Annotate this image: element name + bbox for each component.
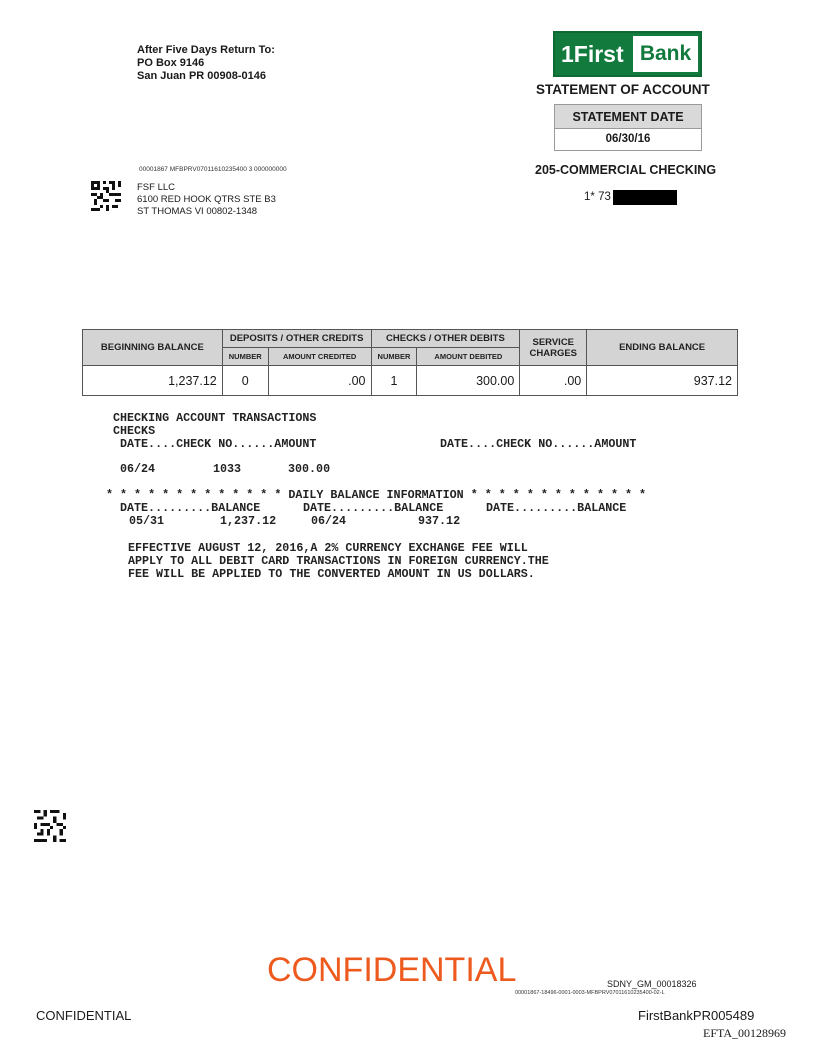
return-address bbox=[137, 44, 275, 83]
notice-line-2: APPLY TO ALL DEBIT CARD TRANSACTIONS IN FOREIGN CURRENCY.THE bbox=[128, 554, 549, 568]
header-deposits-group: DEPOSITS / OTHER CREDITS bbox=[222, 330, 371, 348]
check-amount: 300.00 bbox=[288, 462, 331, 476]
statement-date-box bbox=[554, 104, 702, 151]
daily-balance-header-3: DATE.........BALANCE bbox=[486, 501, 627, 515]
checks-number-value: 1 bbox=[371, 366, 417, 396]
header-checks-group: CHECKS / OTHER DEBITS bbox=[371, 330, 520, 348]
daily-balance-amount-2: 937.12 bbox=[418, 514, 461, 528]
firstbank-logo bbox=[553, 31, 702, 77]
mail-code: 00001867 MFBPRV07011610235400 3 000000000 bbox=[139, 166, 287, 173]
daily-balance-amount-1: 1,237.12 bbox=[220, 514, 277, 528]
header-amount-credited: AMOUNT CREDITED bbox=[268, 348, 371, 366]
notice-line-1: EFFECTIVE AUGUST 12, 2016,A 2% CURRENCY EXCHANGE FEE WILL bbox=[128, 541, 528, 555]
checks-column-header-right: DATE....CHECK NO......AMOUNT bbox=[440, 437, 637, 451]
account-number: 1* 73 bbox=[584, 191, 611, 203]
redaction-bar bbox=[613, 190, 677, 205]
return-address-line3: San Juan PR 00908-0146 bbox=[137, 70, 267, 82]
logo-text-bank: Bank bbox=[633, 36, 698, 72]
service-charges-value: .00 bbox=[520, 366, 587, 396]
daily-balance-header-1: DATE.........BALANCE bbox=[120, 501, 261, 515]
checks-subheading: CHECKS bbox=[113, 424, 156, 438]
bates-number: FirstBankPR005489 bbox=[638, 1008, 755, 1023]
confidential-stamp: CONFIDENTIAL bbox=[267, 951, 517, 989]
checks-column-header-left: DATE....CHECK NO......AMOUNT bbox=[120, 437, 317, 451]
amount-debited-value: 300.00 bbox=[417, 366, 520, 396]
statement-title: STATEMENT OF ACCOUNT bbox=[536, 82, 710, 97]
statement-date-value: 06/30/16 bbox=[605, 133, 651, 145]
customer-address-line2: ST THOMAS VI 00802-1348 bbox=[137, 206, 258, 217]
header-beginning-balance: BEGINNING BALANCE bbox=[83, 330, 223, 366]
header-deposits-number: NUMBER bbox=[222, 348, 268, 366]
customer-address bbox=[137, 182, 276, 218]
transactions-heading: CHECKING ACCOUNT TRANSACTIONS bbox=[113, 411, 317, 425]
amount-credited-value: .00 bbox=[268, 366, 371, 396]
ending-balance-value: 937.12 bbox=[587, 366, 738, 396]
sdny-id: SDNY_GM_00018326 bbox=[607, 979, 697, 989]
check-number: 1033 bbox=[213, 462, 242, 476]
header-ending-balance: ENDING BALANCE bbox=[587, 330, 738, 366]
document-code: 00001867-18496-0001-0003-MFBPRV07011610235400-02-L bbox=[515, 990, 665, 996]
customer-name: FSF LLC bbox=[137, 182, 176, 193]
customer-address-line1: 6100 RED HOOK QTRS STE B3 bbox=[137, 194, 276, 205]
deposits-number-value: 0 bbox=[222, 366, 268, 396]
beginning-balance-value: 1,237.12 bbox=[83, 366, 223, 396]
statement-date-label: STATEMENT DATE bbox=[555, 105, 701, 129]
confidential-label: CONFIDENTIAL bbox=[36, 1008, 132, 1023]
account-summary-table bbox=[82, 329, 738, 396]
daily-balance-date-2: 06/24 bbox=[311, 514, 347, 528]
logo-text-first: 1First bbox=[561, 41, 624, 67]
header-checks-number: NUMBER bbox=[371, 348, 417, 366]
account-type: 205-COMMERCIAL CHECKING bbox=[535, 163, 717, 177]
efta-id: EFTA_00128969 bbox=[703, 1026, 787, 1040]
qr-code-icon bbox=[34, 810, 66, 842]
summary-values-row bbox=[83, 366, 738, 396]
notice-line-3: FEE WILL BE APPLIED TO THE CONVERTED AMOUNT IN US DOLLARS. bbox=[128, 567, 535, 581]
return-address-line2: PO Box 9146 bbox=[137, 57, 205, 69]
daily-balance-banner: * * * * * * * * * * * * * DAILY BALANCE INFORMATION * * * * * * * * * * * * * bbox=[106, 488, 647, 502]
return-address-line1: After Five Days Return To: bbox=[137, 44, 275, 56]
daily-balance-header-2: DATE.........BALANCE bbox=[303, 501, 444, 515]
header-service-charges: SERVICE CHARGES bbox=[520, 330, 587, 366]
check-date: 06/24 bbox=[120, 462, 156, 476]
header-amount-debited: AMOUNT DEBITED bbox=[417, 348, 520, 366]
daily-balance-date-1: 05/31 bbox=[129, 514, 165, 528]
qr-code-icon bbox=[91, 181, 121, 211]
